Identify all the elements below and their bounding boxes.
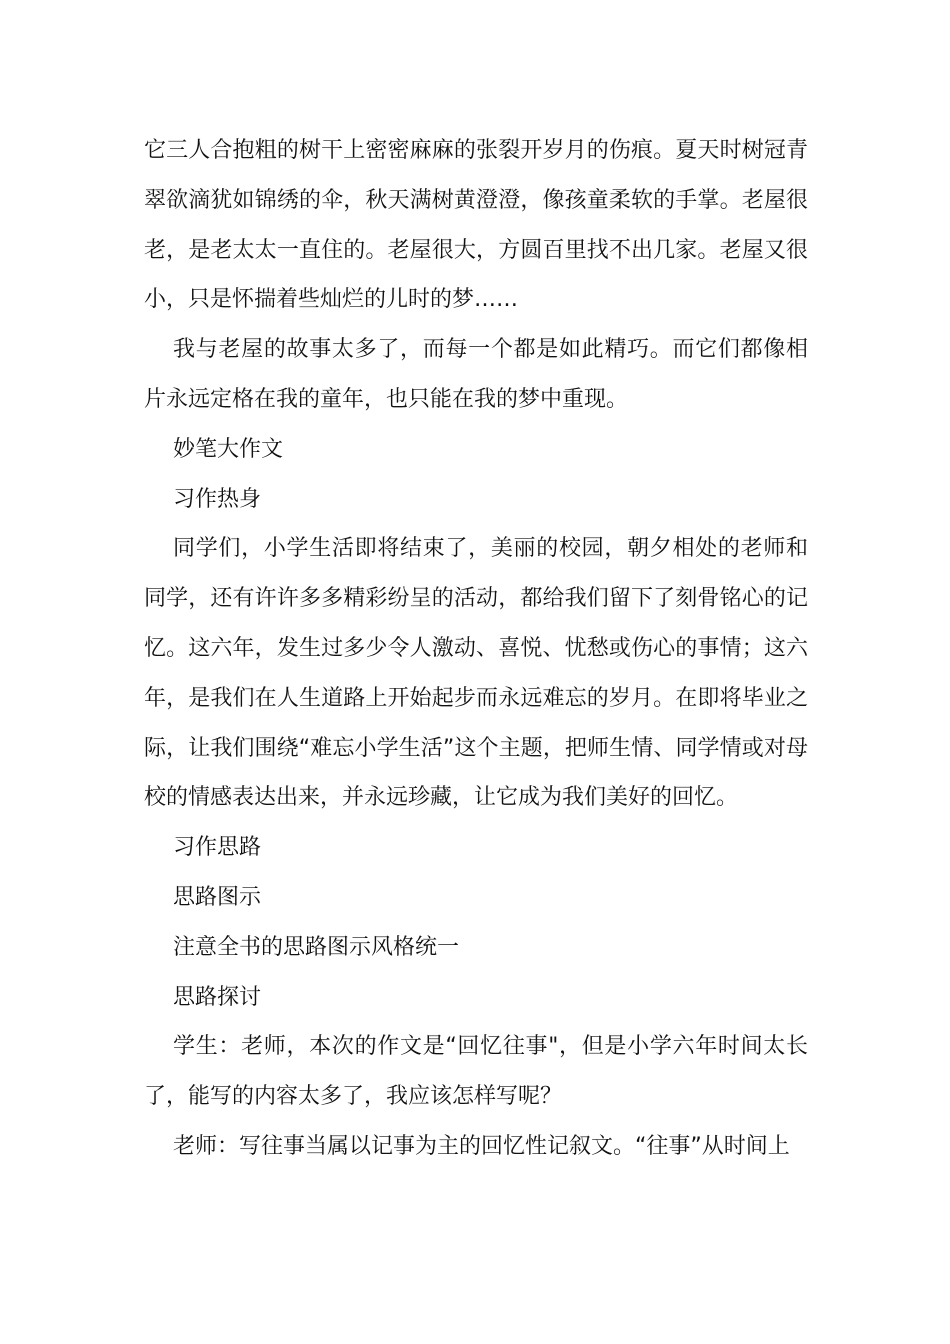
document-page: [144, 126, 808, 1172]
section-heading-warmup: 习作热身: [173, 486, 262, 512]
dialogue-student: 学生：老师，本次的作文是“回忆往事"，但是小学六年时间太长了，能写的内容太多了，我应该怎样写呢？: [144, 1034, 808, 1110]
dialogue-teacher: 老师：写往事当属以记事为主的回忆性记叙文。“往事”从时间上: [173, 1133, 790, 1159]
section-heading-writing-approach: 习作思路: [173, 835, 262, 861]
paragraph-old-house-stories: 我与老屋的故事太多了，而每一个都是如此精巧。而它们都像相片永远定格在我的童年，也只能在我的梦中重现。: [144, 337, 808, 412]
section-heading-approach-discussion: 思路探讨: [173, 984, 262, 1010]
paragraph-warmup-intro: 同学们，小学生活即将结束了，美丽的校园，朝夕相处的老师和同学，还有许许多多精彩纷呈的活动，都给我们留下了刻骨铭心的记忆。这六年，发生过多少令人激动、喜悦、忧愁或伤心的事情；这六年，是我们在人生道路上开始起步而永远难忘的岁月。在即将毕业之际，让我们围绕“难忘小学生活”这个主题，把师生情、同学情或对母校的情感表达出来，并永远珍藏，让它成为我们美好的回忆。: [144, 536, 808, 811]
section-heading-approach-diagram: 思路图示: [173, 884, 262, 910]
note-diagram-style: 注意全书的思路图示风格统一: [173, 934, 460, 960]
section-heading-composition: 妙笔大作文: [173, 436, 284, 462]
paragraph-old-house-description: 它三人合抱粗的树干上密密麻麻的张裂开岁月的伤痕。夏天时树冠青翠欲滴犹如锦绣的伞，秋天满树黄澄澄，像孩童柔软的手掌。老屋很老，是老太太一直住的。老屋很大，方圆百里找不出几家。老屋又很小，只是怀揣着些灿烂的儿时的梦……: [144, 138, 808, 313]
